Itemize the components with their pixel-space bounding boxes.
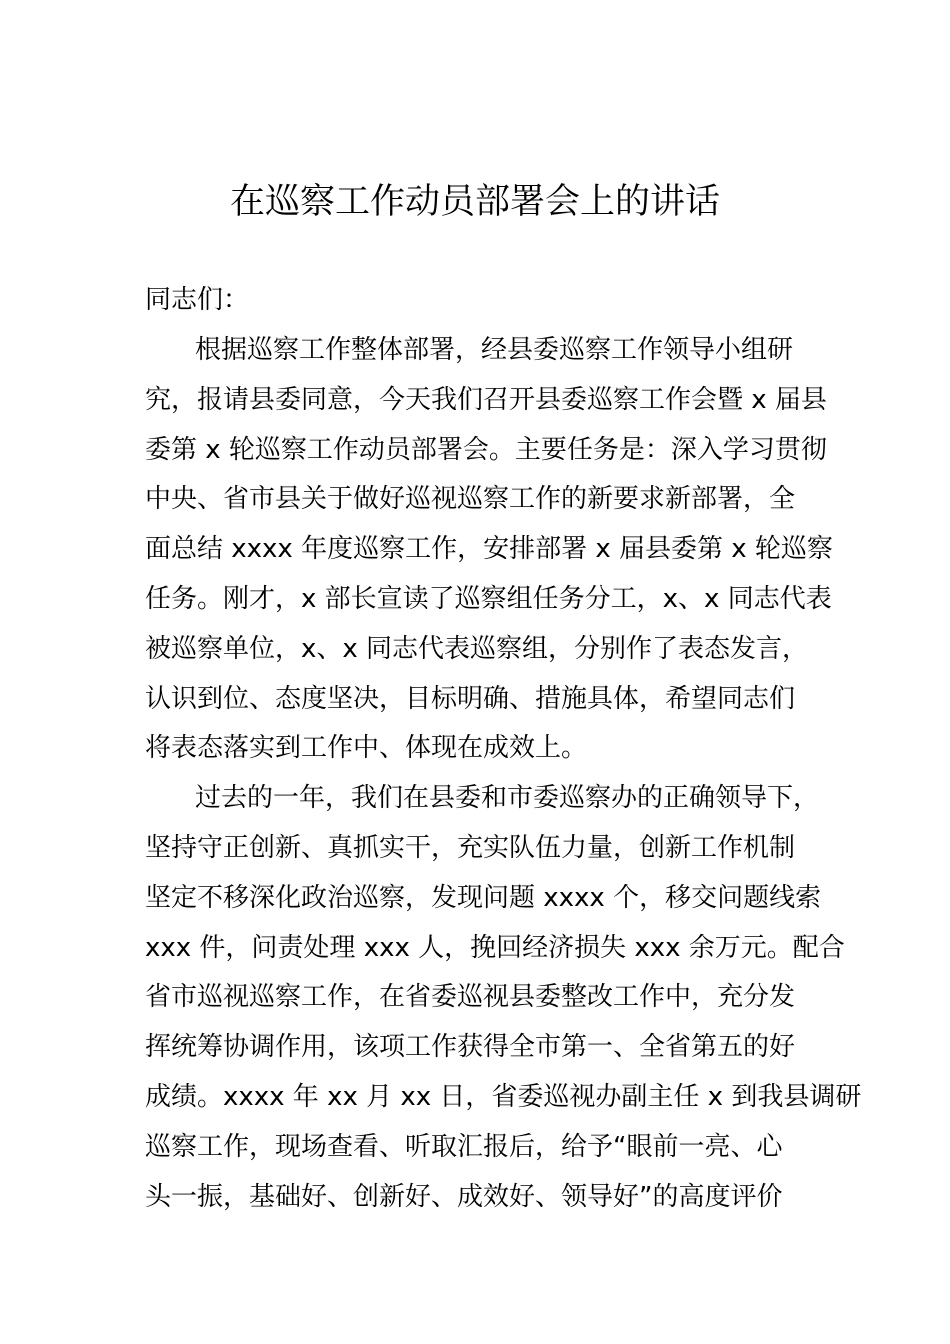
paragraph-line: 面总结 xxxx 年度巡察工作，安排部署 x 届县委第 x 轮巡察 xyxy=(145,534,833,565)
paragraph-line: 头一振，基础好、创新好、成效好、领导好”的高度评价 xyxy=(145,1181,783,1212)
paragraph-line: 任务。刚才，x 部长宣读了巡察组任务分工，x、x 同志代表 xyxy=(145,583,832,614)
paragraph-line: 挥统筹协调作用，该项工作获得全市第一、全省第五的好 xyxy=(145,1032,796,1063)
document-title: 在巡察工作动员部署会上的讲话 xyxy=(229,182,720,222)
paragraph-line: 过去的一年，我们在县委和市委巡察办的正确领导下， xyxy=(195,783,820,814)
paragraph-line: 认识到位、态度坚决，目标明确、措施具体，希望同志们 xyxy=(145,683,796,714)
paragraph-line: 巡察工作，现场查看、听取汇报后，给予“眼前一亮、心 xyxy=(145,1131,783,1162)
paragraph-line: xxx 件，问责处理 xxx 人，挽回经济损失 xxx 余万元。配合 xyxy=(145,932,845,963)
paragraph-line: 究，报请县委同意，今天我们召开县委巡察工作会暨 x 届县 xyxy=(145,384,827,415)
paragraph-line: 省市巡视巡察工作，在省委巡视县委整改工作中，充分发 xyxy=(145,982,796,1013)
paragraph-line: 坚持守正创新、真抓实干，充实队伍力量，创新工作机制 xyxy=(145,832,796,863)
paragraph-line: 成绩。xxxx 年 xx 月 xx 日，省委巡视办副主任 x 到我县调研 xyxy=(145,1081,862,1112)
salutation: 同志们： xyxy=(145,285,250,315)
paragraph-2 xyxy=(145,774,862,1222)
paragraph-line: 坚定不移深化政治巡察，发现问题 xxxx 个，移交问题线索 xyxy=(145,882,822,913)
paragraph-line: 将表态落实到工作中、体现在成效上。 xyxy=(145,733,588,764)
paragraph-line: 根据巡察工作整体部署，经县委巡察工作领导小组研 xyxy=(195,335,794,365)
paragraph-line: 中央、省市县关于做好巡视巡察工作的新要求新部署，全 xyxy=(145,484,796,515)
paragraph-1 xyxy=(145,326,833,774)
document-body xyxy=(145,275,862,1222)
paragraph-line: 被巡察单位，x、x 同志代表巡察组，分别作了表态发言， xyxy=(145,633,809,664)
paragraph-line: 委第 x 轮巡察工作动员部署会。主要任务是：深入学习贯彻 xyxy=(145,434,827,465)
